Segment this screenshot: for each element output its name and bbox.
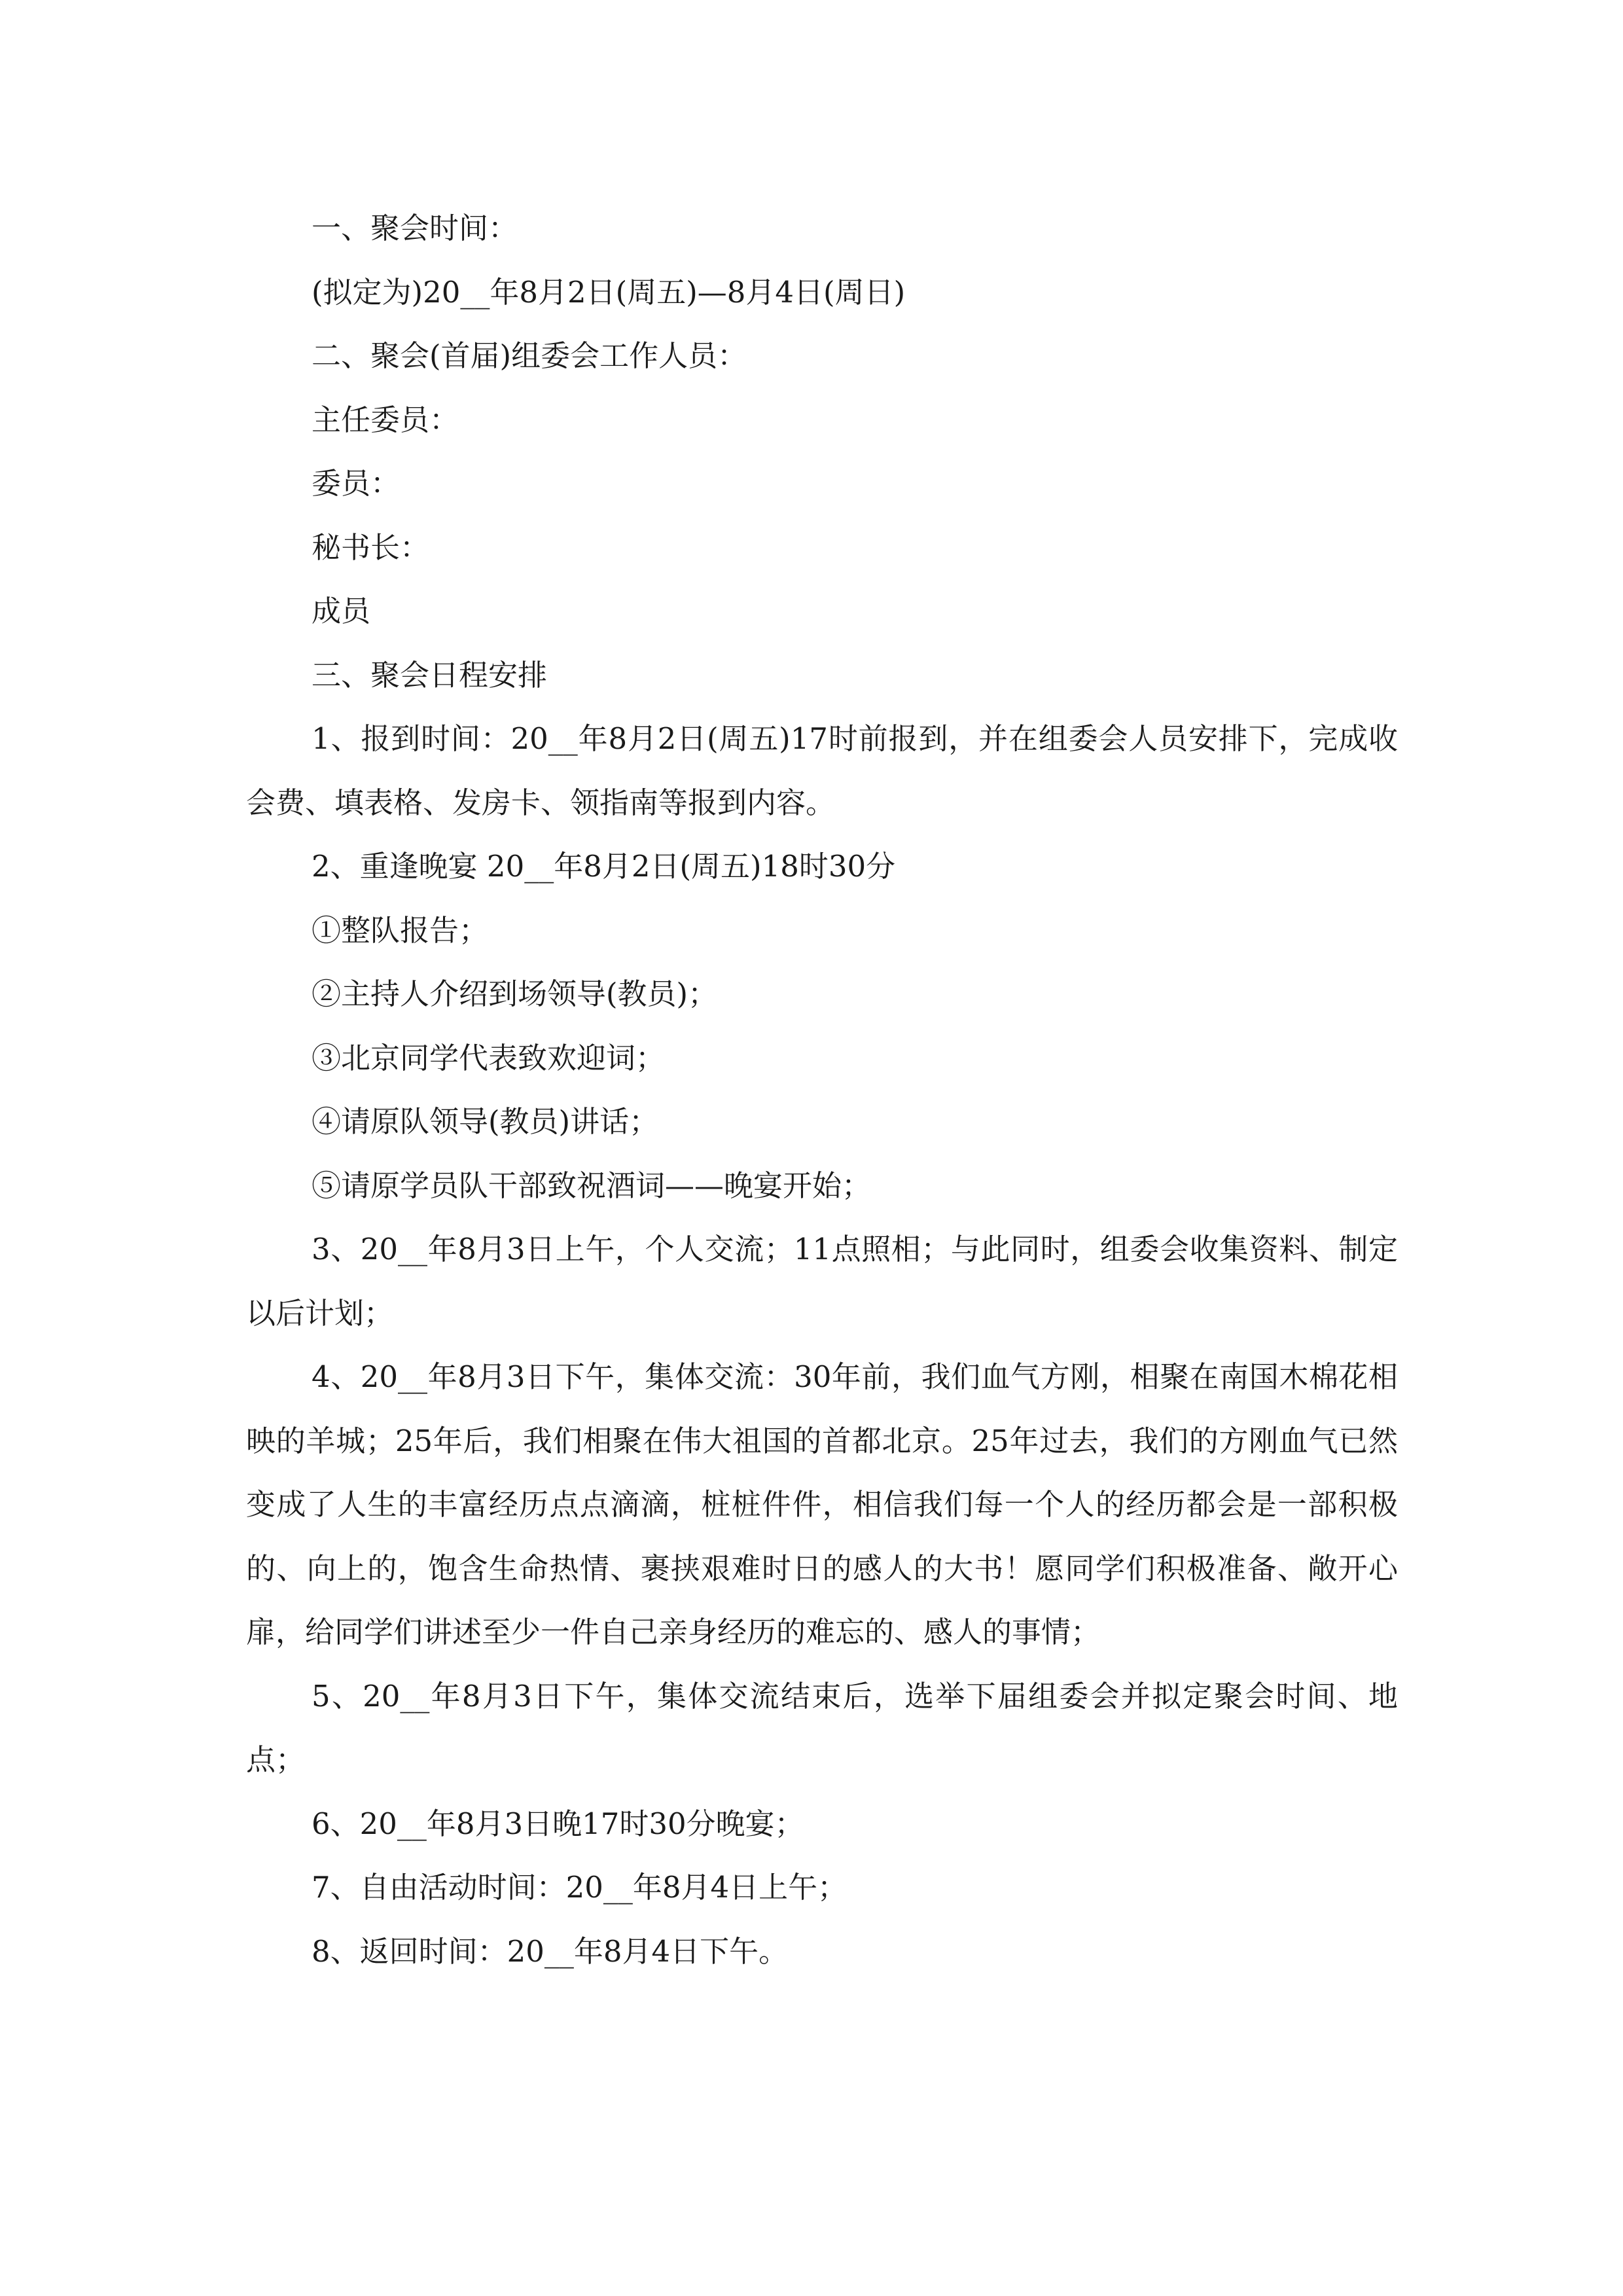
dinner-step-report: ①整队报告； — [312, 912, 489, 948]
meeting-dates: (拟定为)20__年8月2日(周五)—8月4日(周日) — [312, 274, 906, 310]
dinner-step-toast: ⑤请原学员队干部致祝酒词——晚宴开始； — [312, 1168, 872, 1203]
schedule-item-group-exchange: 4、20__年8月3日下午，集体交流：30年前，我们血气方刚，相聚在南国木棉花相映的羊城；25年后，我们相聚在伟大祖国的首都北京。25年过去，我们的方刚血气已然变成了人生的丰富经历点点滴滴，桩桩件件，相信我们每一个人的经历都会是一部积极的、向上的，饱含生命热情、裹挟艰难时日的感人的大书！愿同学们积极准备、敞开心扉，给同学们讲述至少一件自己亲身经历的难忘的、感人的事情； — [246, 1359, 1398, 1649]
schedule-item-evening-dinner: 6、20__年8月3日晚17时30分晚宴； — [312, 1806, 804, 1841]
section-heading-schedule: 三、聚会日程安排 — [312, 657, 548, 692]
dinner-step-welcome-speech: ③北京同学代表致欢迎词； — [312, 1040, 666, 1075]
section-heading-meeting-time: 一、聚会时间： — [312, 211, 518, 245]
committee-director: 主任委员： — [312, 402, 459, 437]
schedule-item-return: 8、返回时间：20__年8月4日下午。 — [312, 1933, 789, 1969]
schedule-item-free-time: 7、自由活动时间：20__年8月4日上午； — [312, 1870, 847, 1905]
schedule-item-registration: 1、报到时间：20__年8月2日(周五)17时前报到，并在组委会人员安排下，完成收会费、填表格、发房卡、领指南等报到内容。 — [246, 721, 1398, 820]
dinner-step-host-intro: ②主持人介绍到场领导(教员)； — [312, 977, 718, 1011]
committee-members: 委员： — [312, 466, 401, 501]
schedule-item-election: 5、20__年8月3日下午，集体交流结束后，选举下届组委会并拟定聚会时间、地点； — [246, 1678, 1398, 1777]
section-heading-committee: 二、聚会(首届)组委会工作人员： — [312, 338, 747, 373]
schedule-item-reunion-dinner: 2、重逢晚宴 20__年8月2日(周五)18时30分 — [312, 849, 896, 884]
committee-secretary: 秘书长： — [312, 529, 430, 565]
dinner-step-leader-speech: ④请原队领导(教员)讲话； — [312, 1104, 659, 1139]
document-body — [246, 196, 1398, 1983]
schedule-item-personal-exchange: 3、20__年8月3日上午，个人交流；11点照相；与此同时，组委会收集资料、制定以后计划； — [246, 1232, 1398, 1331]
committee-staff: 成员 — [312, 594, 371, 628]
